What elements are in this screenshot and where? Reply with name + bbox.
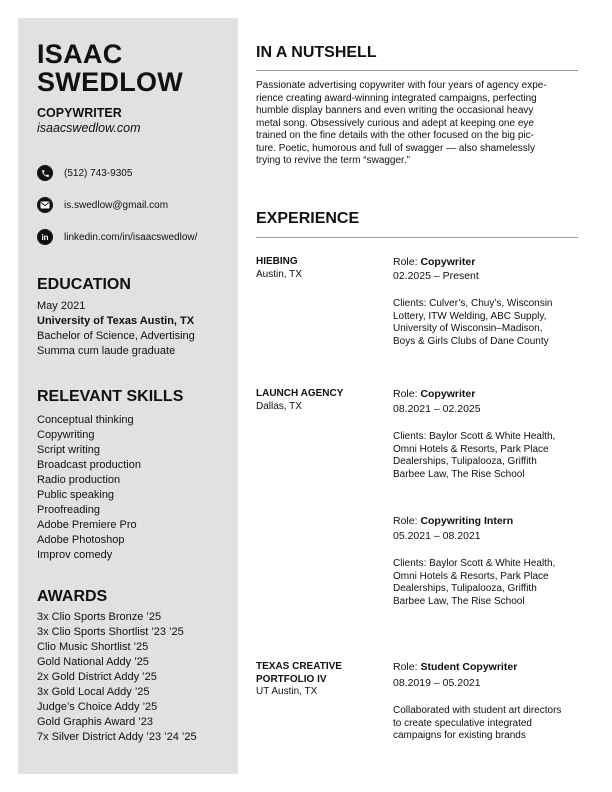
job-title: COPYWRITER [37,106,122,120]
job-role: Role: Copywriter [393,256,476,268]
list-item: Radio production [37,474,121,486]
job-clients: Clients: Culver’s, Chuy’s, Wisconsin Lottery, ITW Welding, ABC Supply, University of Wisconsin–Madison, Boys & Girls Clubs of Dane County [393,298,553,348]
company-texas-creative: TEXAS CREATIVE PORTFOLIO IV UT Austin, TX [256,661,342,697]
job-role: Role: Copywriting Intern [393,515,514,527]
nutshell-heading: IN A NUTSHELL [256,44,377,61]
job-dates: 02.2025 – Present [393,270,479,282]
job-clients: Clients: Baylor Scott & White Health, Omni Hotels & Resorts, Park Place Dealerships, Tulipalooza, Griffith Barbee Law, The Rise School [393,431,556,481]
phone-number: (512) 743-9305 [64,167,133,179]
phone-icon [37,165,53,181]
list-item: 3x Clio Sports Bronze ’25 [37,611,162,623]
linkedin-contact[interactable] [37,229,197,245]
list-item: 2x Gold District Addy ’25 [37,671,157,683]
email-contact[interactable] [37,197,168,213]
list-item: 3x Gold Local Addy ’25 [37,686,150,698]
website-link[interactable]: isaacswedlow.com [37,121,141,135]
divider [256,70,578,71]
company-hiebing: HIEBING Austin, TX [256,256,302,280]
list-item: Gold Graphis Award ’23 [37,716,153,728]
list-item: Copywriting [37,429,95,441]
job-role: Role: Student Copywriter [393,661,518,673]
education-date: May 2021 [37,300,86,312]
list-item: Gold National Addy ’25 [37,656,149,668]
linkedin-icon: in [37,229,53,245]
skills-heading: RELEVANT SKILLS [37,388,184,405]
awards-list [37,610,197,745]
job-role: Role: Copywriter [393,388,476,400]
skills-list [37,413,141,563]
phone-contact[interactable] [37,165,132,181]
list-item: Improv comedy [37,549,113,561]
list-item: Script writing [37,444,100,456]
job-clients: Collaborated with student art directors to create speculative integrated campaigns for existing brands [393,705,562,742]
email-address: is.swedlow@gmail.com [64,199,169,211]
list-item: Public speaking [37,489,115,501]
job-dates: 08.2019 – 05.2021 [393,677,481,689]
job-dates: 05.2021 – 08.2021 [393,530,481,542]
awards-heading: AWARDS [37,588,108,605]
summary-text: Passionate advertising copywriter with four years of agency expe- rience creating award-winning integrated campaigns, perfecting humble display banners and even writing the occasional heavy metal song. Obsessively curious and adept at keeping one eye trained on the fine details with the other focused on the big pic- ture. Poetic, humorous and full of swagger — also shamelessly trying to revive the term “swagger.” [256,80,547,166]
education-honors: Summa cum laude graduate [37,345,176,357]
list-item: Adobe Photoshop [37,534,125,546]
job-dates: 08.2021 – 02.2025 [393,403,481,415]
list-item: 3x Clio Sports Shortlist ’23 ’25 [37,626,184,638]
linkedin-url: linkedin.com/in/isaacswedlow/ [64,231,198,243]
education-school: University of Texas Austin, TX [37,315,195,327]
list-item: Judge’s Choice Addy ’25 [37,701,158,713]
list-item: Broadcast production [37,459,141,471]
education-heading: EDUCATION [37,276,131,293]
list-item: Conceptual thinking [37,414,134,426]
experience-heading: EXPERIENCE [256,210,360,227]
education-degree: Bachelor of Science, Advertising [37,330,195,342]
company-launch-agency: LAUNCH AGENCY Dallas, TX [256,388,344,412]
job-clients: Clients: Baylor Scott & White Health, Omni Hotels & Resorts, Park Place Dealerships, Tulipalooza, Griffith Barbee Law, The Rise School [393,558,556,608]
candidate-name: ISAAC SWEDLOW [37,39,184,97]
list-item: 7x Silver District Addy ’23 ’24 ’25 [37,731,197,743]
email-icon [37,197,53,213]
list-item: Adobe Premiere Pro [37,519,137,531]
list-item: Proofreading [37,504,100,516]
divider [256,237,578,238]
education-section [37,299,195,359]
list-item: Clio Music Shortlist ’25 [37,641,149,653]
